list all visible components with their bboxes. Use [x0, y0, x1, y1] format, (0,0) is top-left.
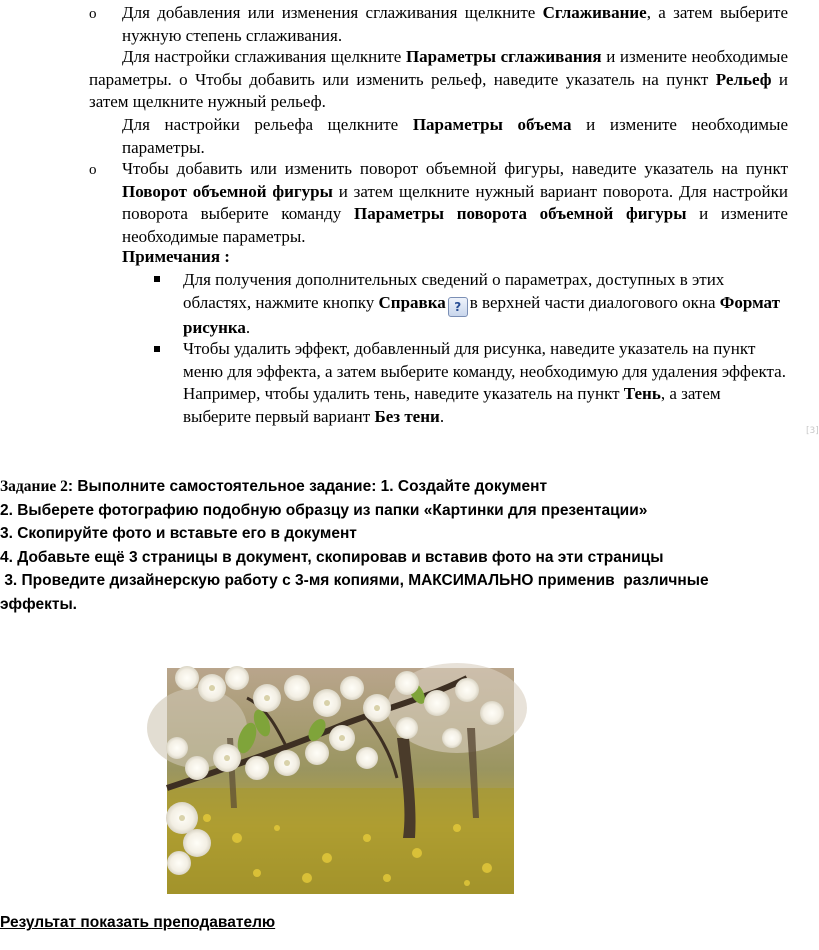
square-bullet-icon [154, 276, 160, 282]
task-line-3: 3. Скопируйте фото и вставьте его в документ [0, 525, 357, 542]
note-help: Для получения дополнительных сведений о параметрах, доступных в этих областях, нажмите кнопку Справка ? в верхней части диалогового окна Формат рисунка. [183, 270, 780, 337]
instruction-item-smoothing: Для добавления или изменения сглаживания щелкните Сглаживание, а затем выберите нужную степень сглаживания. [122, 3, 788, 45]
blossom-photo [167, 668, 514, 894]
task-line-5: 3. Проведите дизайнерскую работу с 3-мя копиями, МАКСИМАЛЬНО применив различные эффекты. [0, 572, 713, 613]
stray-mark: [3] [806, 426, 819, 436]
result-note: Результат показать преподавателю [0, 914, 276, 931]
bullet-marker: o [89, 162, 97, 178]
square-bullet-icon [154, 346, 160, 352]
note-remove-effect: Чтобы удалить эффект, добавленный для рисунка, наведите указатель на пункт меню для эффекта, а затем выберите команду, необходимую для удаления эффекта. Например, чтобы удалить тень, наведите указатель на пункт Тень, а затем выберите первый вариант Без тени. [183, 339, 786, 426]
help-question-icon: ? [448, 297, 468, 317]
notes-heading: Примечания : [122, 247, 230, 266]
bullet-marker: o [89, 6, 97, 22]
instruction-item-rotation: Чтобы добавить или изменить поворот объемной фигуры, наведите указатель на пункт Поворот объемной фигуры и затем щелкните нужный вариант поворота. Для настройки поворота выберите команду Параметры поворота объемной фигуры и измените необходимые параметры. [122, 159, 788, 246]
task-line-4: 4. Добавьте ещё 3 страницы в документ, скопировав и вставив фото на эти страницы [0, 548, 664, 566]
task-line-2: 2. Выберете фотографию подобную образцу из папки «Картинки для презентации» [0, 501, 648, 519]
instruction-para-relief-settings: Для настройки рельефа щелкните Параметры объема и измените необходимые параметры. [122, 115, 789, 157]
task-block [0, 475, 800, 616]
task-line-1: Задание 2: Выполните самостоятельное задание: 1. Создайте документ [0, 478, 548, 495]
instruction-para-smoothing-settings: Для настройки сглаживания щелкните Параметры сглаживания и измените необходимые параметры. o Чтобы добавить или изменить рельеф, наведите указатель на пункт Рельеф и затем щелкните нужный рельеф. [89, 47, 788, 111]
